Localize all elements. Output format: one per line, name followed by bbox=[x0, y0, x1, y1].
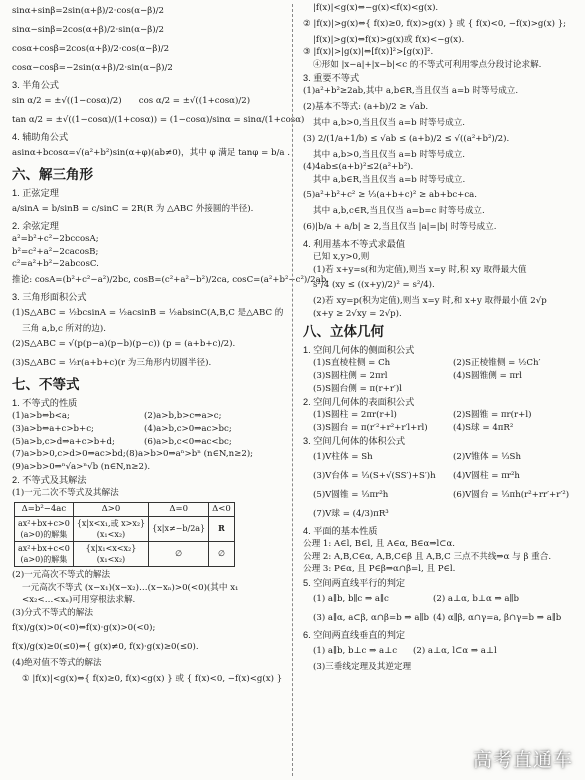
quadratic-inequality-table bbox=[14, 502, 235, 567]
property-item: (4)a>b,c>0⇒ac>bc; bbox=[144, 423, 232, 434]
formula-item: (1)S直棱柱侧 = Ch bbox=[313, 358, 391, 369]
formula-line: 其中 a,b>0,当且仅当 a=b 时等号成立. bbox=[313, 149, 466, 160]
section-heading: 4. 平面的基本性质 bbox=[303, 526, 378, 537]
formula-line: s²/4 (xy ≤ ((x+y)/2)² = s²/4). bbox=[313, 280, 435, 291]
property-item: (3)a>b⇔a+c>b+c; bbox=[12, 423, 94, 434]
section-heading: 3. 半角公式 bbox=[12, 80, 59, 90]
cell-text: {x|x<x₁,或 x>x₂} bbox=[76, 518, 146, 528]
cell-text: (x₁<x₂) bbox=[96, 554, 126, 564]
table-cell: R bbox=[209, 516, 235, 541]
formula-line: (4)4ab≤(a+b)²≤2(a²+b²). bbox=[303, 162, 414, 173]
formula-item: (4) α∥β, α∩γ=a, β∩γ=b ⇒ a∥b bbox=[433, 613, 562, 624]
formula-line: (2)若 xy=p(积为定值),则当 x=y 时,和 x+y 取得最小值 2√p bbox=[313, 296, 547, 307]
inequality-property-row: (9)a>b>0⇒ⁿ√a>ⁿ√b (n∈N,n≥2). bbox=[12, 461, 151, 472]
inequality-property-row: (7)a>b>0,c>d>0⇒ac>bd;(8)a>b>0⇒aⁿ>bⁿ (n∈N,n≥2); bbox=[12, 449, 254, 460]
cell-text: ax²+bx+c>0 bbox=[18, 518, 70, 528]
formula-row: (7)V球 = (4/3)πR³ bbox=[313, 509, 389, 520]
table-row bbox=[15, 502, 235, 516]
table-header: Δ=b²−4ac bbox=[15, 502, 74, 516]
table-cell bbox=[73, 516, 148, 541]
table-header: Δ=0 bbox=[149, 502, 209, 516]
table-header: Δ>0 bbox=[73, 502, 148, 516]
formula-row bbox=[303, 370, 579, 383]
formula-item: (2)S圆锥 = πr(r+l) bbox=[453, 410, 532, 421]
formula-line: (x+y ≥ 2√xy = 2√p). bbox=[313, 308, 402, 319]
section-heading: 4. 利用基本不等式求最值 bbox=[303, 238, 406, 249]
formula-item: (1)V柱体 = Sh bbox=[313, 452, 373, 463]
property-item: (2)a>b,b>c⇒a>c; bbox=[144, 411, 222, 422]
formula-line: (1)a²+b²≥2ab,其中 a,b∈R,当且仅当 a=b 时等号成立. bbox=[303, 86, 519, 97]
sum-to-product-formula: sinα+sinβ=2sin(α+β)/2·cos(α−β)/2 bbox=[12, 6, 164, 16]
table-row bbox=[15, 541, 235, 566]
table-cell bbox=[15, 516, 74, 541]
formula-item: (3) a∥α, a⊂β, α∩β=b ⇒ a∥b bbox=[313, 613, 429, 624]
formula-line: 三角 a,b,c 所对的边). bbox=[22, 323, 107, 334]
formula-item: (4)S球 = 4πR² bbox=[453, 422, 514, 433]
formula-item: (4)S圆锥侧 = πrl bbox=[453, 370, 523, 381]
section-heading: 2. 余弦定理 bbox=[12, 221, 59, 231]
chapter-heading: 八、立体几何 bbox=[303, 324, 384, 341]
section-heading: 4. 辅助角公式 bbox=[12, 132, 69, 142]
cell-text: (x₁<x₂) bbox=[96, 529, 126, 539]
cell-text: (a>0)的解集 bbox=[20, 554, 68, 564]
table-cell bbox=[73, 541, 148, 566]
formula-row bbox=[303, 467, 579, 486]
watermark-text: 高考直通车 bbox=[472, 749, 573, 771]
section-heading: 2. 空间几何体的表面积公式 bbox=[303, 397, 415, 408]
section-heading: 2. 不等式及其解法 bbox=[12, 475, 87, 486]
formula-line: <x₂<…<xₙ)可用穿根法求解. bbox=[22, 595, 136, 606]
formula-item: (2)S正棱锥侧 = ½Ch′ bbox=[453, 358, 541, 369]
formula-line: 其中 a,b,c∈R,当且仅当 a=b=c 时等号成立. bbox=[313, 206, 485, 217]
formula-item: (1) a∥b, b⊥c ⇒ a⊥c bbox=[313, 646, 398, 657]
formula-line: a²=b²+c²−2bccosA; bbox=[12, 234, 99, 244]
formula-item: (5)V圆锥 = ⅓πr²h bbox=[313, 490, 389, 501]
formula-row bbox=[303, 357, 579, 370]
formula-line: ① |f(x)|<g(x)⇔{ f(x)≥0, f(x)<g(x) } 或 { f(x)<0, −f(x)<g(x) } bbox=[22, 673, 283, 684]
table-row bbox=[15, 516, 235, 541]
formula-line: 其中 a,b∈R,当且仅当 a=b 时等号成立. bbox=[313, 174, 466, 185]
formula-line: ② |f(x)|>g(x)⇔{ f(x)≥0, f(x)>g(x) } 或 { f(x)<0, −f(x)>g(x) }; bbox=[303, 18, 567, 29]
formula-item: (1)S圆柱 = 2πr(r+l) bbox=[313, 410, 397, 421]
formula-row bbox=[303, 409, 579, 422]
formula-row bbox=[303, 422, 579, 435]
formula-line: 其中 a,b>0,当且仅当 a=b 时等号成立. bbox=[313, 117, 466, 128]
formula-line: ④形如 |x−a|+|x−b|<c 的不等式可利用零点分段讨论求解. bbox=[313, 59, 542, 70]
formula-item: (4)V圆柱 = πr²h bbox=[453, 471, 520, 482]
formula-line: a/sinA = b/sinB = c/sinC = 2R(R 为 △ABC 外接圆的半径). bbox=[12, 204, 254, 214]
table-cell bbox=[15, 541, 74, 566]
table-cell: {x|x≠−b/2a} bbox=[149, 516, 209, 541]
half-angle-formula: tan α/2 = ±√((1−cosα)/(1+cosα)) = (1−cosα)/sinα = sinα/(1+cosα) bbox=[12, 115, 305, 125]
cell-text: {x|x₁<x<x₂} bbox=[85, 543, 137, 553]
formula-row: (3)三垂线定理及其逆定理 bbox=[313, 662, 412, 673]
inequality-property-row bbox=[12, 436, 286, 449]
formula-line: 一元高次不等式 (x−x₁)(x−x₂)…(x−xₙ)>0(<0)(其中 x₁ bbox=[22, 582, 239, 593]
formula-item: (3)S圆台 = π(r′²+r²+r′l+rl) bbox=[313, 422, 428, 433]
table-cell: ∅ bbox=[149, 541, 209, 566]
cell-text: (a>0)的解集 bbox=[20, 529, 68, 539]
property-item: (1)a>b⇔b<a; bbox=[12, 411, 70, 422]
subsection-label: (2)一元高次不等式的解法 bbox=[12, 569, 111, 580]
formula-item: (2) a⊥α, b⊥α ⇒ a∥b bbox=[433, 594, 520, 605]
formula-line: (1)若 x+y=s(和为定值),则当 x=y 时,积 xy 取得最大值 bbox=[313, 264, 527, 275]
formula-line: (2)基本不等式: (a+b)/2 ≥ √ab. bbox=[303, 101, 429, 112]
inequality-property-row bbox=[12, 423, 286, 436]
section-heading: 5. 空间两直线平行的判定 bbox=[303, 578, 406, 589]
subsection-label: (4)绝对值不等式的解法 bbox=[12, 658, 102, 669]
auxiliary-angle-formula: asinα+bcosα=√(a²+b²)sin(α+φ)(ab≠0)，其中 φ 满足 tanφ = b/a . bbox=[12, 148, 290, 158]
formula-line: |f(x)|>g(x)⇔f(x)>g(x)或 f(x)<−g(x). bbox=[313, 34, 465, 45]
formula-item: (1) a∥b, b∥c ⇒ a∥c bbox=[313, 594, 389, 605]
right-column bbox=[295, 0, 585, 780]
section-heading: 1. 正弦定理 bbox=[12, 188, 59, 198]
formula-row: (5)S圆台侧 = π(r+r′)l bbox=[313, 383, 402, 394]
formula-line: |f(x)|<g(x)⇔−g(x)<f(x)<g(x). bbox=[313, 3, 439, 13]
chapter-heading: 六、解三角形 bbox=[12, 167, 93, 183]
axiom-line: 公理 2: A,B,C∈α, A,B,C∈β 且 A,B,C 三点不共线⇒α 与 β 重合. bbox=[303, 551, 552, 562]
subsection-label: (3)分式不等式的解法 bbox=[12, 607, 93, 618]
formula-line: 推论: cosA=(b²+c²−a²)/2bc, cosB=(c²+a²−b²)/2ca, cosC=(a²+b²−c²)/2ab. bbox=[12, 274, 329, 285]
formula-line: (3) 2/(1/a+1/b) ≤ √ab ≤ (a+b)/2 ≤ √((a²+b²)/2). bbox=[303, 133, 510, 144]
sum-to-product-formula: cosα−cosβ=−2sin(α+β)/2·sin(α−β)/2 bbox=[12, 63, 173, 73]
formula-line: (5)a²+b²+c² ≥ ⅓(a+b+c)² ≥ ab+bc+ca. bbox=[303, 190, 478, 201]
formula-line: (6)|b/a + a/b| ≥ 2,当且仅当 |a|=|b| 时等号成立. bbox=[303, 221, 497, 232]
table-cell: ∅ bbox=[209, 541, 235, 566]
cell-text: ax²+bx+c<0 bbox=[18, 543, 70, 553]
formula-line: ③ |f(x)|>|g(x)|⇔[f(x)]²>[g(x)]². bbox=[303, 47, 434, 58]
section-heading: 6. 空间两直线垂直的判定 bbox=[303, 630, 406, 641]
formula-line: f(x)/g(x)≥0(≤0)⇔{ g(x)≠0, f(x)·g(x)≥0(≤0). bbox=[12, 642, 199, 653]
formula-row bbox=[303, 486, 579, 505]
sum-to-product-formula: cosα+cosβ=2cos(α+β)/2·cos(α−β)/2 bbox=[12, 44, 170, 54]
formula-item: (3)S圆柱侧 = 2πrl bbox=[313, 370, 388, 381]
subsection-label: (1)一元二次不等式及其解法 bbox=[12, 488, 119, 499]
column-divider bbox=[292, 4, 293, 776]
formula-item: (2) a⊥α, l⊂α ⇒ a⊥l bbox=[413, 646, 497, 657]
formula-line: f(x)/g(x)>0(<0)⇔f(x)·g(x)>0(<0); bbox=[12, 623, 156, 634]
formula-line: 已知 x,y>0,则 bbox=[313, 251, 370, 262]
section-heading: 3. 三角形面积公式 bbox=[12, 291, 87, 302]
section-heading: 3. 空间几何体的体积公式 bbox=[303, 436, 406, 447]
formula-item: (6)V圆台 = ⅓πh(r²+rr′+r′²) bbox=[453, 490, 570, 501]
section-heading: 1. 不等式的性质 bbox=[12, 398, 78, 409]
inequality-property-row bbox=[12, 410, 286, 423]
formula-item: (3)V台体 = ⅓(S+√(SS′)+S′)h bbox=[313, 471, 436, 482]
formula-row bbox=[303, 609, 579, 628]
property-item: (5)a>b,c>d⇒a+c>b+d; bbox=[12, 436, 115, 447]
axiom-line: 公理 1: A∈l, B∈l, 且 A∈α, B∈α⇒l⊂α. bbox=[303, 539, 456, 550]
section-heading: 3. 重要不等式 bbox=[303, 73, 360, 84]
formula-row bbox=[303, 642, 579, 661]
formula-line: (3)S△ABC = ½r(a+b+c)(r 为三角形内切圆半径). bbox=[12, 358, 212, 369]
formula-line: (1)S△ABC = ½bcsinA = ½acsinB = ½absinC(A,B,C 是△ABC 的 bbox=[12, 307, 284, 318]
formula-line: b²=c²+a²−2cacosB; bbox=[12, 246, 99, 257]
axiom-line: 公理 3: P∈α, 且 P∈β⇒α∩β=l, 且 P∈l. bbox=[303, 564, 456, 575]
formula-item: (2)V锥体 = ⅓Sh bbox=[453, 452, 521, 463]
table-header: Δ<0 bbox=[209, 502, 235, 516]
formula-row bbox=[303, 448, 579, 467]
sum-to-product-formula: sinα−sinβ=2cos(α+β)/2·sin(α−β)/2 bbox=[12, 25, 164, 35]
formula-line: c²=a²+b²−2abcosC. bbox=[12, 259, 99, 270]
section-heading: 1. 空间几何体的侧面积公式 bbox=[303, 345, 415, 356]
formula-row bbox=[303, 590, 579, 609]
chapter-heading: 七、不等式 bbox=[12, 377, 80, 394]
formula-line: (2)S△ABC = √(p(p−a)(p−b)(p−c)) (p = (a+b+c)/2). bbox=[12, 339, 236, 350]
half-angle-formula: sin α/2 = ±√((1−cosα)/2) cos α/2 = ±√((1+cosα)/2) bbox=[12, 96, 251, 106]
property-item: (6)a>b,c<0⇒ac<bc; bbox=[144, 436, 232, 447]
